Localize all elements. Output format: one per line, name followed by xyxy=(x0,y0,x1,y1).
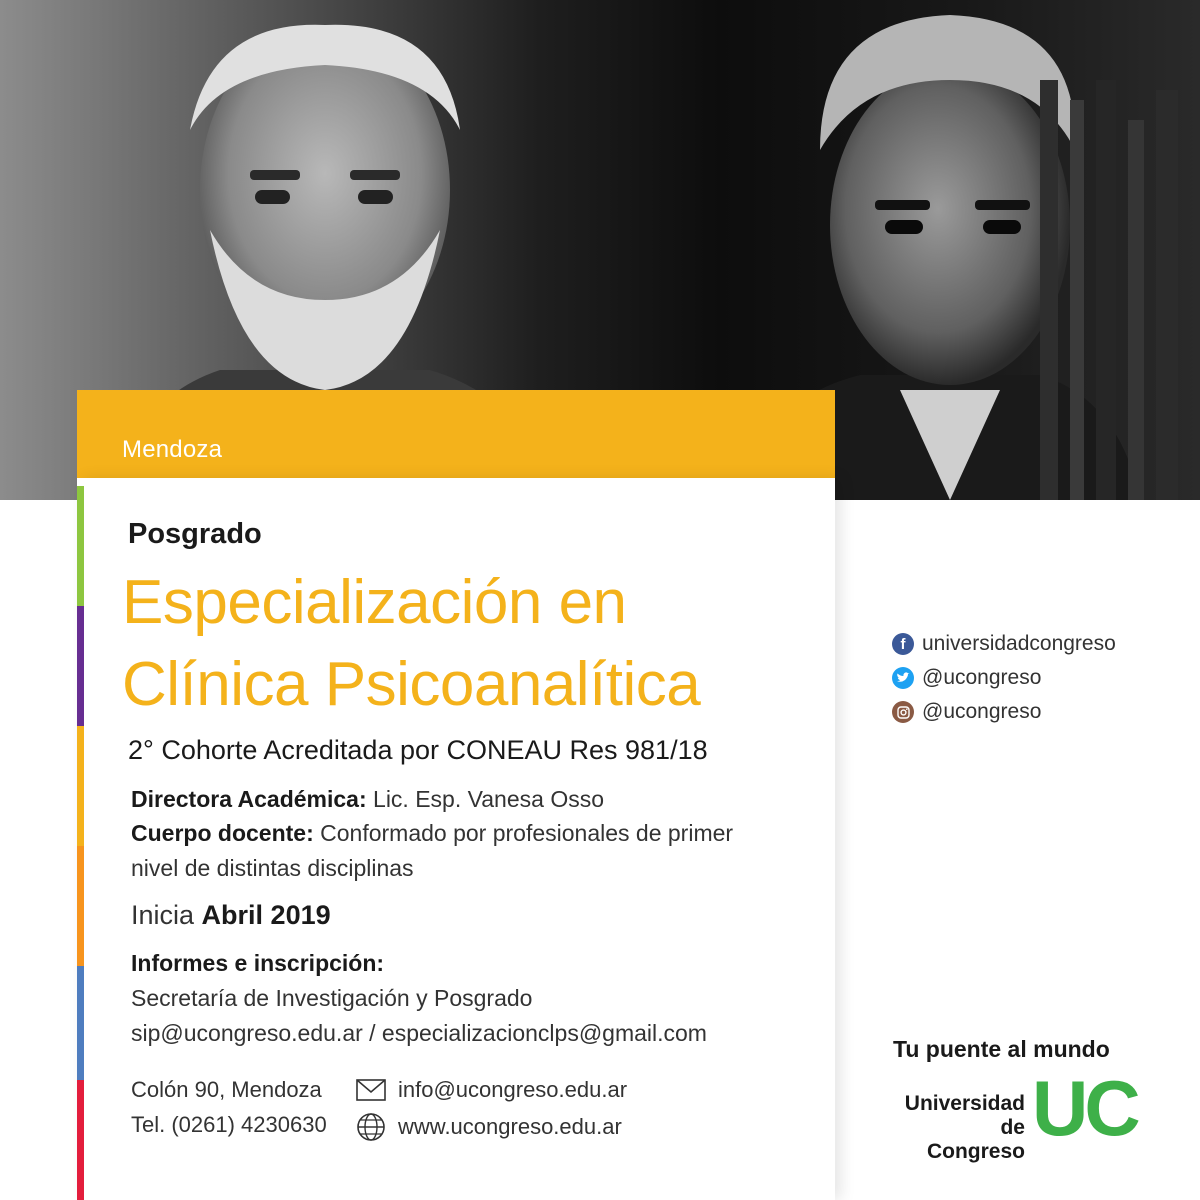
color-stripe-purple xyxy=(77,606,84,726)
twitter-icon xyxy=(892,667,914,689)
uc-logo: UC xyxy=(1032,1064,1137,1152)
email-contact[interactable] xyxy=(356,1077,627,1103)
director-value: Lic. Esp. Vanesa Osso xyxy=(373,786,604,812)
color-stripe-orange xyxy=(77,846,84,966)
color-stripe-blue xyxy=(77,966,84,1080)
social-handle[interactable]: universidadcongreso xyxy=(922,632,1116,655)
faculty-label: Cuerpo docente: xyxy=(131,820,314,846)
start-date xyxy=(131,900,331,931)
address: Colón 90, Mendoza xyxy=(131,1077,322,1102)
faculty-value-line1: Conformado por profesionales de primer xyxy=(320,820,734,846)
facebook-icon: f xyxy=(892,633,914,655)
email-link[interactable]: info@ucongreso.edu.ar xyxy=(398,1077,628,1102)
enrollment-office: Secretaría de Investigación y Posgrado xyxy=(131,985,533,1011)
website-link[interactable]: www.ucongreso.edu.ar xyxy=(398,1114,622,1139)
location-banner xyxy=(77,390,835,478)
program-title-line1: Especialización en xyxy=(122,568,627,637)
social-instagram[interactable] xyxy=(892,700,1041,724)
social-facebook[interactable] xyxy=(892,632,1116,656)
program-title-line2: Clínica Psicoanalítica xyxy=(122,650,701,719)
program-category: Posgrado xyxy=(128,518,262,550)
enrollment-emails[interactable]: sip@ucongreso.edu.ar / especializacionclps@gmail.com xyxy=(131,1020,707,1046)
university-name-line1: Universidad xyxy=(904,1092,1025,1115)
faculty-value-line2: nivel de distintas disciplinas xyxy=(131,855,414,881)
bookshelf-background xyxy=(1030,80,1190,500)
start-prefix: Inicia xyxy=(131,900,195,930)
social-handle[interactable]: @ucongreso xyxy=(922,700,1042,723)
university-name xyxy=(899,1092,1025,1164)
director-label: Directora Académica: xyxy=(131,786,367,812)
phone[interactable]: Tel. (0261) 4230630 xyxy=(131,1112,327,1137)
director-row xyxy=(131,786,604,813)
faculty-row xyxy=(131,820,733,847)
university-name-line2: de Congreso xyxy=(926,1116,1025,1163)
instagram-icon xyxy=(892,701,914,723)
globe-icon xyxy=(356,1112,386,1142)
website-contact[interactable] xyxy=(356,1112,622,1142)
banner-city: Mendoza xyxy=(122,436,223,463)
social-handle[interactable]: @ucongreso xyxy=(922,666,1042,689)
color-stripe-red xyxy=(77,1080,84,1200)
brand-tagline: Tu puente al mundo xyxy=(893,1036,1110,1062)
start-date-value: Abril 2019 xyxy=(201,900,331,930)
social-twitter[interactable] xyxy=(892,666,1041,690)
cohort-accreditation: 2° Cohorte Acreditada por CONEAU Res 981/18 xyxy=(128,735,708,765)
enrollment-heading: Informes e inscripción: xyxy=(131,950,385,976)
envelope-icon xyxy=(356,1079,386,1101)
color-stripe-green xyxy=(77,486,84,606)
color-stripe-yellow xyxy=(77,726,84,846)
